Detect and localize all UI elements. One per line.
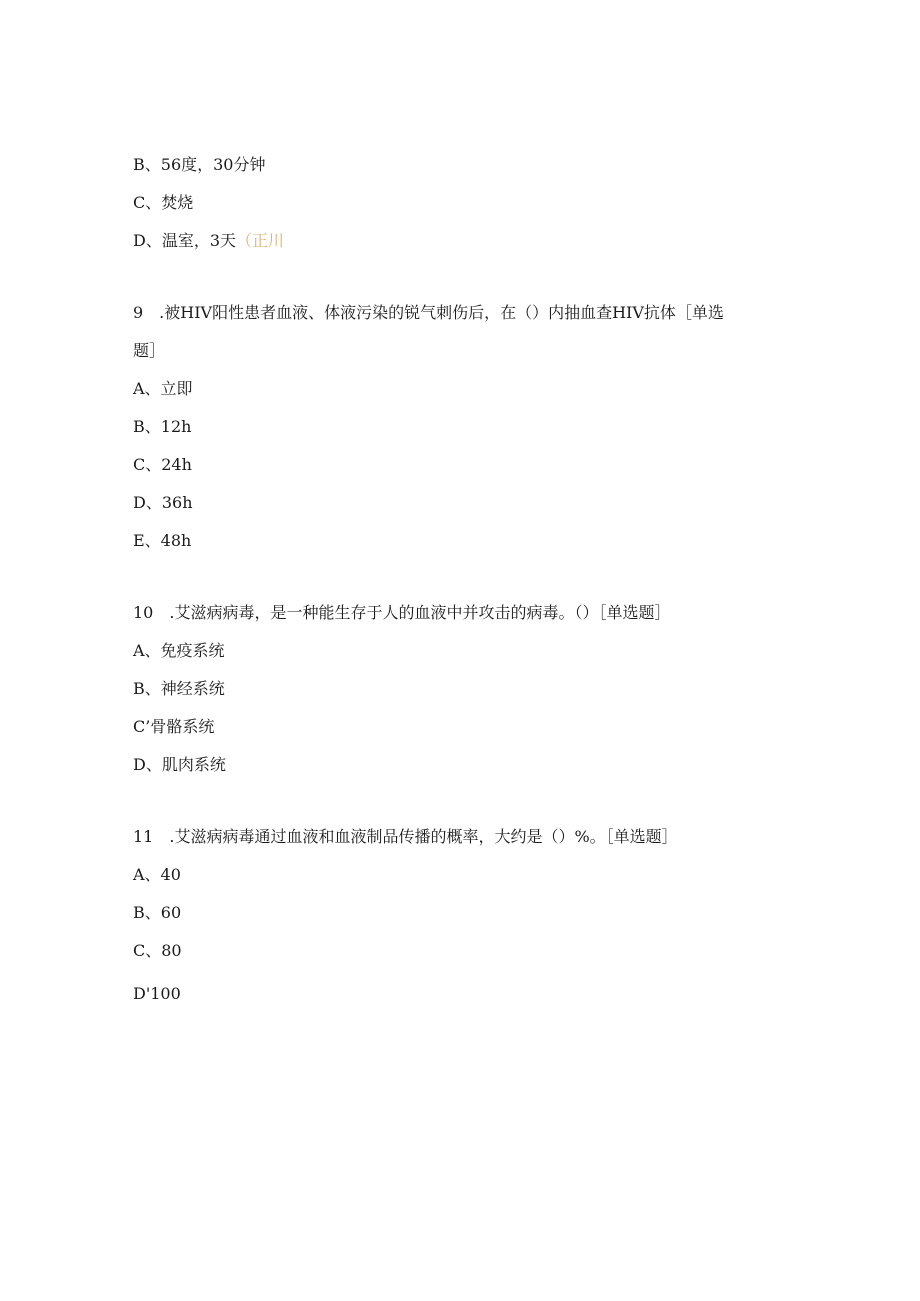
q11-option-a: A、40: [133, 865, 181, 884]
q10-option-c: C’骨骼系统: [133, 717, 215, 736]
q8-option-d-text: D、温室，3天: [133, 231, 237, 250]
q11-option-b: B、60: [133, 903, 182, 922]
q8-option-d: [133, 231, 284, 251]
q9-option-b: B、12h: [133, 417, 192, 436]
q10-stem: 10 .艾滋病病毒，是一种能生存于人的血液中并攻击的病毒。（）［单选题］: [133, 603, 671, 622]
q9-option-d: D、36h: [133, 493, 193, 512]
q10-option-b: B、神经系统: [133, 679, 225, 698]
q11-stem: 11 .艾滋病病毒通过血液和血液制品传播的概率，大约是（）%。［单选题］: [133, 827, 678, 846]
q9-option-a: A、立即: [133, 379, 193, 398]
q8-option-c: C、焚烧: [133, 193, 194, 212]
q9-stem-line2: 题］: [133, 341, 166, 360]
q9-option-c: C、24h: [133, 455, 192, 474]
q8-option-b: B、56度，30分钟: [133, 155, 266, 174]
q8-answer-mark: （正川: [236, 231, 285, 250]
q10-option-a: A、免疫系统: [133, 641, 225, 660]
q11-option-d: D'100: [133, 984, 181, 1003]
q9-option-e: E、48h: [133, 531, 192, 550]
q11-option-c: C、80: [133, 941, 182, 960]
q9-stem-line1: 9 .被HIV阳性患者血液、体液污染的锐气刺伤后，在（）内抽血查HIV抗体［单选: [133, 303, 724, 322]
q10-option-d: D、肌肉系统: [133, 755, 226, 774]
